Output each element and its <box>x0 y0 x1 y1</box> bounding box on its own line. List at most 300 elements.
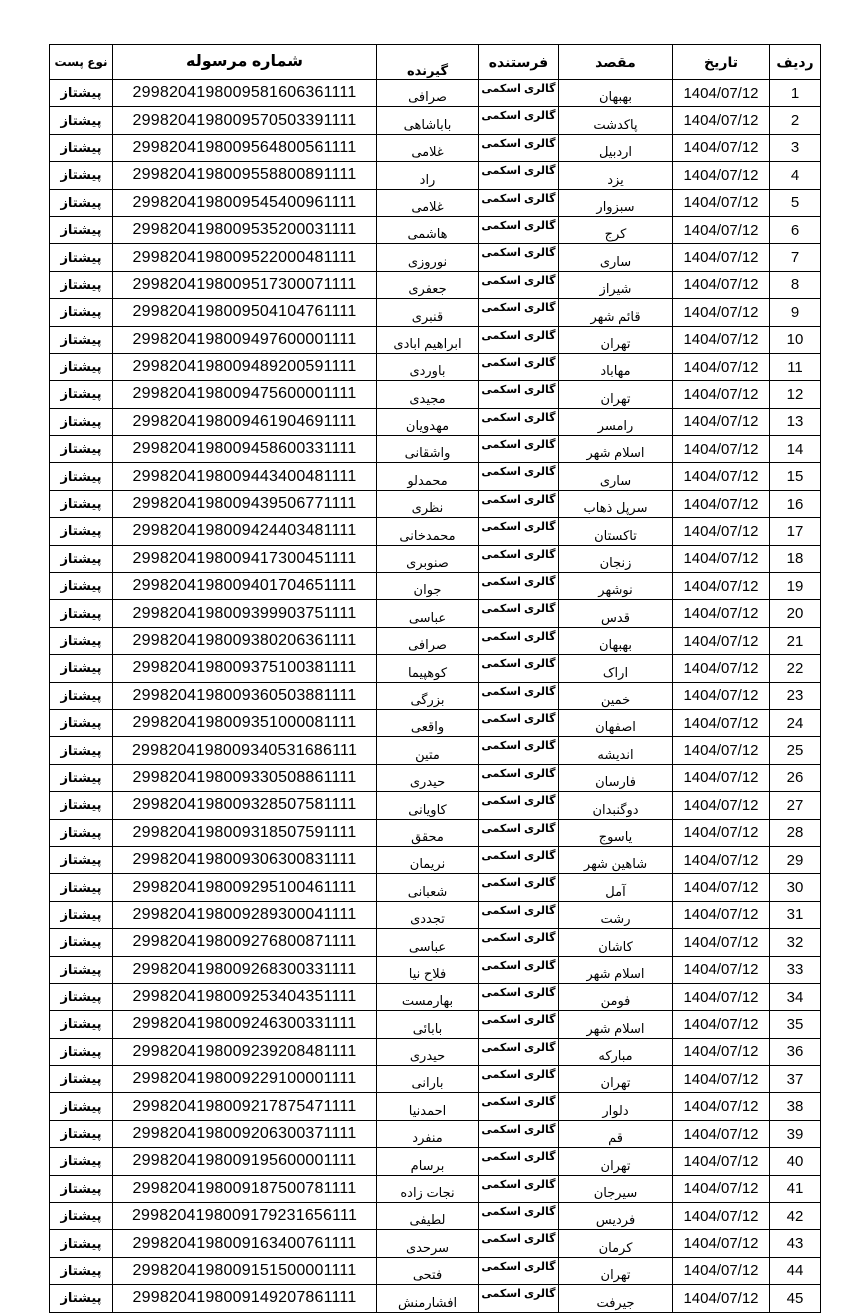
recipient-cell: فتحی <box>377 1257 479 1284</box>
post-type-cell: پیشتاز <box>50 682 113 709</box>
date-cell: 1404/07/12 <box>673 573 770 600</box>
recipient-cell: کاویانی <box>377 792 479 819</box>
destination-cell: قائم شهر <box>559 299 673 326</box>
table-row <box>50 1120 821 1147</box>
post-type-cell: پیشتاز <box>50 244 113 271</box>
row-number-cell: 44 <box>770 1257 821 1284</box>
row-number-cell: 29 <box>770 846 821 873</box>
tracking-number-cell: 2998204198009306300831111 <box>113 846 377 873</box>
destination-cell: سیرجان <box>559 1175 673 1202</box>
table-row <box>50 1011 821 1038</box>
sender-cell: گالری اسکمی <box>479 1120 559 1147</box>
date-cell: 1404/07/12 <box>673 929 770 956</box>
table-row <box>50 709 821 736</box>
recipient-cell: بابائی <box>377 1011 479 1038</box>
table-row <box>50 436 821 463</box>
row-number-cell: 25 <box>770 737 821 764</box>
date-cell: 1404/07/12 <box>673 737 770 764</box>
date-cell: 1404/07/12 <box>673 1175 770 1202</box>
tracking-number-cell: 2998204198009439506771111 <box>113 490 377 517</box>
table-row <box>50 792 821 819</box>
date-cell: 1404/07/12 <box>673 901 770 928</box>
tracking-number-cell: 2998204198009276800871111 <box>113 929 377 956</box>
sender-cell: گالری اسکمی <box>479 792 559 819</box>
destination-cell: ساری <box>559 463 673 490</box>
row-number-cell: 31 <box>770 901 821 928</box>
destination-cell: پاکدشت <box>559 107 673 134</box>
table-row <box>50 353 821 380</box>
tracking-number-cell: 2998204198009328507581111 <box>113 792 377 819</box>
table-row <box>50 463 821 490</box>
recipient-cell: حیدری <box>377 1038 479 1065</box>
table-row <box>50 244 821 271</box>
recipient-cell: فلاح نیا <box>377 956 479 983</box>
tracking-number-cell: 2998204198009246300331111 <box>113 1011 377 1038</box>
recipient-cell: مجیدی <box>377 381 479 408</box>
date-cell: 1404/07/12 <box>673 1066 770 1093</box>
recipient-cell: صرافی <box>377 627 479 654</box>
sender-cell: گالری اسکمی <box>479 244 559 271</box>
recipient-cell: نجات زاده <box>377 1175 479 1202</box>
sender-cell: گالری اسکمی <box>479 107 559 134</box>
table-row <box>50 627 821 654</box>
post-type-cell: پیشتاز <box>50 216 113 243</box>
tracking-number-cell: 2998204198009497600001111 <box>113 326 377 353</box>
post-type-cell: پیشتاز <box>50 764 113 791</box>
date-cell: 1404/07/12 <box>673 983 770 1010</box>
post-type-cell: پیشتاز <box>50 1093 113 1120</box>
recipient-cell: غلامی <box>377 189 479 216</box>
date-cell: 1404/07/12 <box>673 1203 770 1230</box>
tracking-number-cell: 2998204198009206300371111 <box>113 1120 377 1147</box>
table-row <box>50 983 821 1010</box>
tracking-number-cell: 2998204198009195600001111 <box>113 1148 377 1175</box>
post-type-cell: پیشتاز <box>50 1038 113 1065</box>
table-row <box>50 381 821 408</box>
recipient-cell: مهدویان <box>377 408 479 435</box>
date-cell: 1404/07/12 <box>673 189 770 216</box>
sender-cell: گالری اسکمی <box>479 627 559 654</box>
table-row <box>50 216 821 243</box>
row-number-cell: 21 <box>770 627 821 654</box>
post-type-cell: پیشتاز <box>50 80 113 107</box>
row-number-cell: 30 <box>770 874 821 901</box>
sender-cell: گالری اسکمی <box>479 846 559 873</box>
table-header-row <box>50 45 821 80</box>
table-row <box>50 819 821 846</box>
row-number-cell: 14 <box>770 436 821 463</box>
row-number-cell: 2 <box>770 107 821 134</box>
destination-cell: تهران <box>559 1148 673 1175</box>
tracking-number-cell: 2998204198009581606361111 <box>113 80 377 107</box>
table-row <box>50 846 821 873</box>
row-number-cell: 26 <box>770 764 821 791</box>
destination-cell: اندیشه <box>559 737 673 764</box>
destination-cell: نوشهر <box>559 573 673 600</box>
row-number-cell: 6 <box>770 216 821 243</box>
recipient-cell: ابراهیم ابادی <box>377 326 479 353</box>
recipient-cell: تجددی <box>377 901 479 928</box>
date-cell: 1404/07/12 <box>673 1011 770 1038</box>
tracking-number-cell: 2998204198009424403481111 <box>113 518 377 545</box>
recipient-cell: افشارمنش <box>377 1285 479 1312</box>
destination-cell: تهران <box>559 381 673 408</box>
row-number-cell: 41 <box>770 1175 821 1202</box>
row-number-cell: 42 <box>770 1203 821 1230</box>
row-number-cell: 1 <box>770 80 821 107</box>
tracking-number-cell: 2998204198009489200591111 <box>113 353 377 380</box>
post-type-cell: پیشتاز <box>50 1257 113 1284</box>
post-type-cell: پیشتاز <box>50 874 113 901</box>
destination-cell: آمل <box>559 874 673 901</box>
destination-cell: بهبهان <box>559 80 673 107</box>
row-number-cell: 23 <box>770 682 821 709</box>
post-type-cell: پیشتاز <box>50 436 113 463</box>
destination-cell: تاکستان <box>559 518 673 545</box>
post-type-cell: پیشتاز <box>50 353 113 380</box>
date-cell: 1404/07/12 <box>673 1230 770 1257</box>
recipient-cell: بهارمست <box>377 983 479 1010</box>
date-cell: 1404/07/12 <box>673 463 770 490</box>
sender-cell: گالری اسکمی <box>479 1257 559 1284</box>
row-number-cell: 40 <box>770 1148 821 1175</box>
post-type-cell: پیشتاز <box>50 819 113 846</box>
row-number-cell: 15 <box>770 463 821 490</box>
tracking-number-cell: 2998204198009253404351111 <box>113 983 377 1010</box>
destination-cell: فردیس <box>559 1203 673 1230</box>
post-type-cell: پیشتاز <box>50 1066 113 1093</box>
row-number-cell: 17 <box>770 518 821 545</box>
post-type-cell: پیشتاز <box>50 1230 113 1257</box>
row-number-cell: 24 <box>770 709 821 736</box>
recipient-cell: بزرگی <box>377 682 479 709</box>
date-cell: 1404/07/12 <box>673 353 770 380</box>
row-number-cell: 39 <box>770 1120 821 1147</box>
date-cell: 1404/07/12 <box>673 271 770 298</box>
sender-cell: گالری اسکمی <box>479 600 559 627</box>
table-row <box>50 929 821 956</box>
recipient-cell: عباسی <box>377 600 479 627</box>
tracking-number-cell: 2998204198009239208481111 <box>113 1038 377 1065</box>
date-cell: 1404/07/12 <box>673 326 770 353</box>
destination-cell: تهران <box>559 1066 673 1093</box>
table-row <box>50 682 821 709</box>
destination-cell: خمین <box>559 682 673 709</box>
row-number-cell: 27 <box>770 792 821 819</box>
sender-cell: گالری اسکمی <box>479 162 559 189</box>
sender-cell: گالری اسکمی <box>479 983 559 1010</box>
tracking-number-cell: 2998204198009330508861111 <box>113 764 377 791</box>
post-type-cell: پیشتاز <box>50 573 113 600</box>
recipient-cell: قنبری <box>377 299 479 326</box>
recipient-cell: جوان <box>377 573 479 600</box>
date-cell: 1404/07/12 <box>673 518 770 545</box>
table-row <box>50 1038 821 1065</box>
row-number-cell: 20 <box>770 600 821 627</box>
destination-cell: کرمان <box>559 1230 673 1257</box>
destination-cell: دوگنبدان <box>559 792 673 819</box>
row-number-cell: 3 <box>770 134 821 161</box>
tracking-number-cell: 2998204198009151500001111 <box>113 1257 377 1284</box>
post-type-cell: پیشتاز <box>50 326 113 353</box>
sender-cell: گالری اسکمی <box>479 134 559 161</box>
date-cell: 1404/07/12 <box>673 956 770 983</box>
row-number-cell: 37 <box>770 1066 821 1093</box>
row-number-cell: 5 <box>770 189 821 216</box>
sender-cell: گالری اسکمی <box>479 463 559 490</box>
recipient-cell: جعفری <box>377 271 479 298</box>
tracking-number-cell: 2998204198009417300451111 <box>113 545 377 572</box>
row-number-cell: 28 <box>770 819 821 846</box>
destination-cell: اردبیل <box>559 134 673 161</box>
recipient-cell: نظری <box>377 490 479 517</box>
date-cell: 1404/07/12 <box>673 846 770 873</box>
destination-cell: قدس <box>559 600 673 627</box>
tracking-number-cell: 2998204198009564800561111 <box>113 134 377 161</box>
table-row <box>50 1257 821 1284</box>
post-type-cell: پیشتاز <box>50 901 113 928</box>
post-type-cell: پیشتاز <box>50 463 113 490</box>
date-cell: 1404/07/12 <box>673 408 770 435</box>
row-number-cell: 18 <box>770 545 821 572</box>
table-row <box>50 1148 821 1175</box>
shipments-table <box>49 44 821 1313</box>
sender-cell: گالری اسکمی <box>479 408 559 435</box>
tracking-number-cell: 2998204198009517300071111 <box>113 271 377 298</box>
row-number-cell: 32 <box>770 929 821 956</box>
post-type-cell: پیشتاز <box>50 1175 113 1202</box>
date-cell: 1404/07/12 <box>673 1120 770 1147</box>
sender-cell: گالری اسکمی <box>479 1148 559 1175</box>
post-type-cell: پیشتاز <box>50 134 113 161</box>
destination-cell: اسلام شهر <box>559 1011 673 1038</box>
row-number-cell: 10 <box>770 326 821 353</box>
tracking-number-cell: 2998204198009443400481111 <box>113 463 377 490</box>
destination-cell: مبارکه <box>559 1038 673 1065</box>
recipient-cell: صرافی <box>377 80 479 107</box>
row-number-cell: 11 <box>770 353 821 380</box>
destination-cell: جیرفت <box>559 1285 673 1312</box>
tracking-number-cell: 2998204198009504104761111 <box>113 299 377 326</box>
recipient-cell: صنوبری <box>377 545 479 572</box>
sender-cell: گالری اسکمی <box>479 655 559 682</box>
recipient-cell: عباسی <box>377 929 479 956</box>
sender-cell: گالری اسکمی <box>479 764 559 791</box>
row-number-cell: 13 <box>770 408 821 435</box>
tracking-number-cell: 2998204198009289300041111 <box>113 901 377 928</box>
sender-cell: گالری اسکمی <box>479 709 559 736</box>
sender-cell: گالری اسکمی <box>479 299 559 326</box>
date-cell: 1404/07/12 <box>673 216 770 243</box>
recipient-cell: لطیفی <box>377 1203 479 1230</box>
date-cell: 1404/07/12 <box>673 1093 770 1120</box>
date-cell: 1404/07/12 <box>673 792 770 819</box>
post-type-cell: پیشتاز <box>50 189 113 216</box>
destination-cell: رامسر <box>559 408 673 435</box>
header-row-number: ردیف <box>770 45 821 80</box>
date-cell: 1404/07/12 <box>673 107 770 134</box>
destination-cell: یاسوج <box>559 819 673 846</box>
recipient-cell: سرحدی <box>377 1230 479 1257</box>
post-type-cell: پیشتاز <box>50 709 113 736</box>
date-cell: 1404/07/12 <box>673 545 770 572</box>
destination-cell: شیراز <box>559 271 673 298</box>
recipient-cell: کوهپیما <box>377 655 479 682</box>
tracking-number-cell: 2998204198009229100001111 <box>113 1066 377 1093</box>
destination-cell: فومن <box>559 983 673 1010</box>
destination-cell: بهبهان <box>559 627 673 654</box>
date-cell: 1404/07/12 <box>673 162 770 189</box>
row-number-cell: 4 <box>770 162 821 189</box>
date-cell: 1404/07/12 <box>673 1285 770 1312</box>
destination-cell: کاشان <box>559 929 673 956</box>
post-type-cell: پیشتاز <box>50 1203 113 1230</box>
tracking-number-cell: 2998204198009461904691111 <box>113 408 377 435</box>
destination-cell: تهران <box>559 1257 673 1284</box>
sender-cell: گالری اسکمی <box>479 901 559 928</box>
header-sender: فرستنده <box>479 45 559 80</box>
recipient-cell: برسام <box>377 1148 479 1175</box>
table-row <box>50 573 821 600</box>
tracking-number-cell: 2998204198009570503391111 <box>113 107 377 134</box>
table-row <box>50 1093 821 1120</box>
recipient-cell: نوروزی <box>377 244 479 271</box>
recipient-cell: حیدری <box>377 764 479 791</box>
tracking-number-cell: 2998204198009458600331111 <box>113 436 377 463</box>
post-type-cell: پیشتاز <box>50 1148 113 1175</box>
recipient-cell: شعبانی <box>377 874 479 901</box>
post-type-cell: پیشتاز <box>50 1011 113 1038</box>
sender-cell: گالری اسکمی <box>479 1066 559 1093</box>
sender-cell: گالری اسکمی <box>479 80 559 107</box>
tracking-number-cell: 2998204198009399903751111 <box>113 600 377 627</box>
date-cell: 1404/07/12 <box>673 299 770 326</box>
post-type-cell: پیشتاز <box>50 956 113 983</box>
tracking-number-cell: 2998204198009380206361111 <box>113 627 377 654</box>
date-cell: 1404/07/12 <box>673 80 770 107</box>
destination-cell: مهاباد <box>559 353 673 380</box>
sender-cell: گالری اسکمی <box>479 1203 559 1230</box>
destination-cell: شاهین شهر <box>559 846 673 873</box>
date-cell: 1404/07/12 <box>673 682 770 709</box>
tracking-number-cell: 2998204198009545400961111 <box>113 189 377 216</box>
row-number-cell: 12 <box>770 381 821 408</box>
sender-cell: گالری اسکمی <box>479 216 559 243</box>
recipient-cell: باوردی <box>377 353 479 380</box>
post-type-cell: پیشتاز <box>50 627 113 654</box>
post-type-cell: پیشتاز <box>50 1285 113 1312</box>
tracking-number-cell: 2998204198009217875471111 <box>113 1093 377 1120</box>
sender-cell: گالری اسکمی <box>479 326 559 353</box>
tracking-number-cell: 2998204198009535200031111 <box>113 216 377 243</box>
sender-cell: گالری اسکمی <box>479 545 559 572</box>
row-number-cell: 36 <box>770 1038 821 1065</box>
row-number-cell: 38 <box>770 1093 821 1120</box>
tracking-number-cell: 2998204198009163400761111 <box>113 1230 377 1257</box>
date-cell: 1404/07/12 <box>673 1038 770 1065</box>
tracking-number-cell: 2998204198009295100461111 <box>113 874 377 901</box>
post-type-cell: پیشتاز <box>50 381 113 408</box>
table-row <box>50 518 821 545</box>
row-number-cell: 35 <box>770 1011 821 1038</box>
post-type-cell: پیشتاز <box>50 299 113 326</box>
post-type-cell: پیشتاز <box>50 655 113 682</box>
destination-cell: ساری <box>559 244 673 271</box>
destination-cell: تهران <box>559 326 673 353</box>
sender-cell: گالری اسکمی <box>479 1011 559 1038</box>
table-row <box>50 408 821 435</box>
recipient-cell: متین <box>377 737 479 764</box>
date-cell: 1404/07/12 <box>673 764 770 791</box>
sender-cell: گالری اسکمی <box>479 1175 559 1202</box>
recipient-cell: احمدنیا <box>377 1093 479 1120</box>
sender-cell: گالری اسکمی <box>479 1285 559 1312</box>
date-cell: 1404/07/12 <box>673 655 770 682</box>
recipient-cell: محقق <box>377 819 479 846</box>
destination-cell: یزد <box>559 162 673 189</box>
sender-cell: گالری اسکمی <box>479 1230 559 1257</box>
date-cell: 1404/07/12 <box>673 627 770 654</box>
date-cell: 1404/07/12 <box>673 490 770 517</box>
row-number-cell: 22 <box>770 655 821 682</box>
destination-cell: زنجان <box>559 545 673 572</box>
tracking-number-cell: 2998204198009318507591111 <box>113 819 377 846</box>
post-type-cell: پیشتاز <box>50 271 113 298</box>
post-type-cell: پیشتاز <box>50 518 113 545</box>
table-row <box>50 600 821 627</box>
table-body <box>50 80 821 1313</box>
post-type-cell: پیشتاز <box>50 929 113 956</box>
tracking-number-cell: 2998204198009351000081111 <box>113 709 377 736</box>
date-cell: 1404/07/12 <box>673 244 770 271</box>
date-cell: 1404/07/12 <box>673 819 770 846</box>
tracking-number-cell: 2998204198009401704651111 <box>113 573 377 600</box>
sender-cell: گالری اسکمی <box>479 573 559 600</box>
sender-cell: گالری اسکمی <box>479 436 559 463</box>
destination-cell: اراک <box>559 655 673 682</box>
table-row <box>50 1175 821 1202</box>
row-number-cell: 34 <box>770 983 821 1010</box>
destination-cell: قم <box>559 1120 673 1147</box>
recipient-cell: باباشاهی <box>377 107 479 134</box>
sender-cell: گالری اسکمی <box>479 682 559 709</box>
header-post-type: نوع پست <box>50 45 113 80</box>
row-number-cell: 7 <box>770 244 821 271</box>
row-number-cell: 19 <box>770 573 821 600</box>
table-row <box>50 271 821 298</box>
destination-cell: اصفهان <box>559 709 673 736</box>
destination-cell: دلوار <box>559 1093 673 1120</box>
post-type-cell: پیشتاز <box>50 737 113 764</box>
tracking-number-cell: 2998204198009149207861111 <box>113 1285 377 1312</box>
post-type-cell: پیشتاز <box>50 490 113 517</box>
tracking-number-cell: 2998204198009558800891111 <box>113 162 377 189</box>
date-cell: 1404/07/12 <box>673 709 770 736</box>
table-row <box>50 162 821 189</box>
date-cell: 1404/07/12 <box>673 1148 770 1175</box>
destination-cell: کرج <box>559 216 673 243</box>
table-row <box>50 107 821 134</box>
recipient-cell: محمدخانی <box>377 518 479 545</box>
recipient-cell: غلامی <box>377 134 479 161</box>
recipient-cell: واشقانی <box>377 436 479 463</box>
recipient-cell: بارانی <box>377 1066 479 1093</box>
table-row <box>50 80 821 107</box>
destination-cell: رشت <box>559 901 673 928</box>
table-row <box>50 545 821 572</box>
destination-cell: فارسان <box>559 764 673 791</box>
post-type-cell: پیشتاز <box>50 983 113 1010</box>
